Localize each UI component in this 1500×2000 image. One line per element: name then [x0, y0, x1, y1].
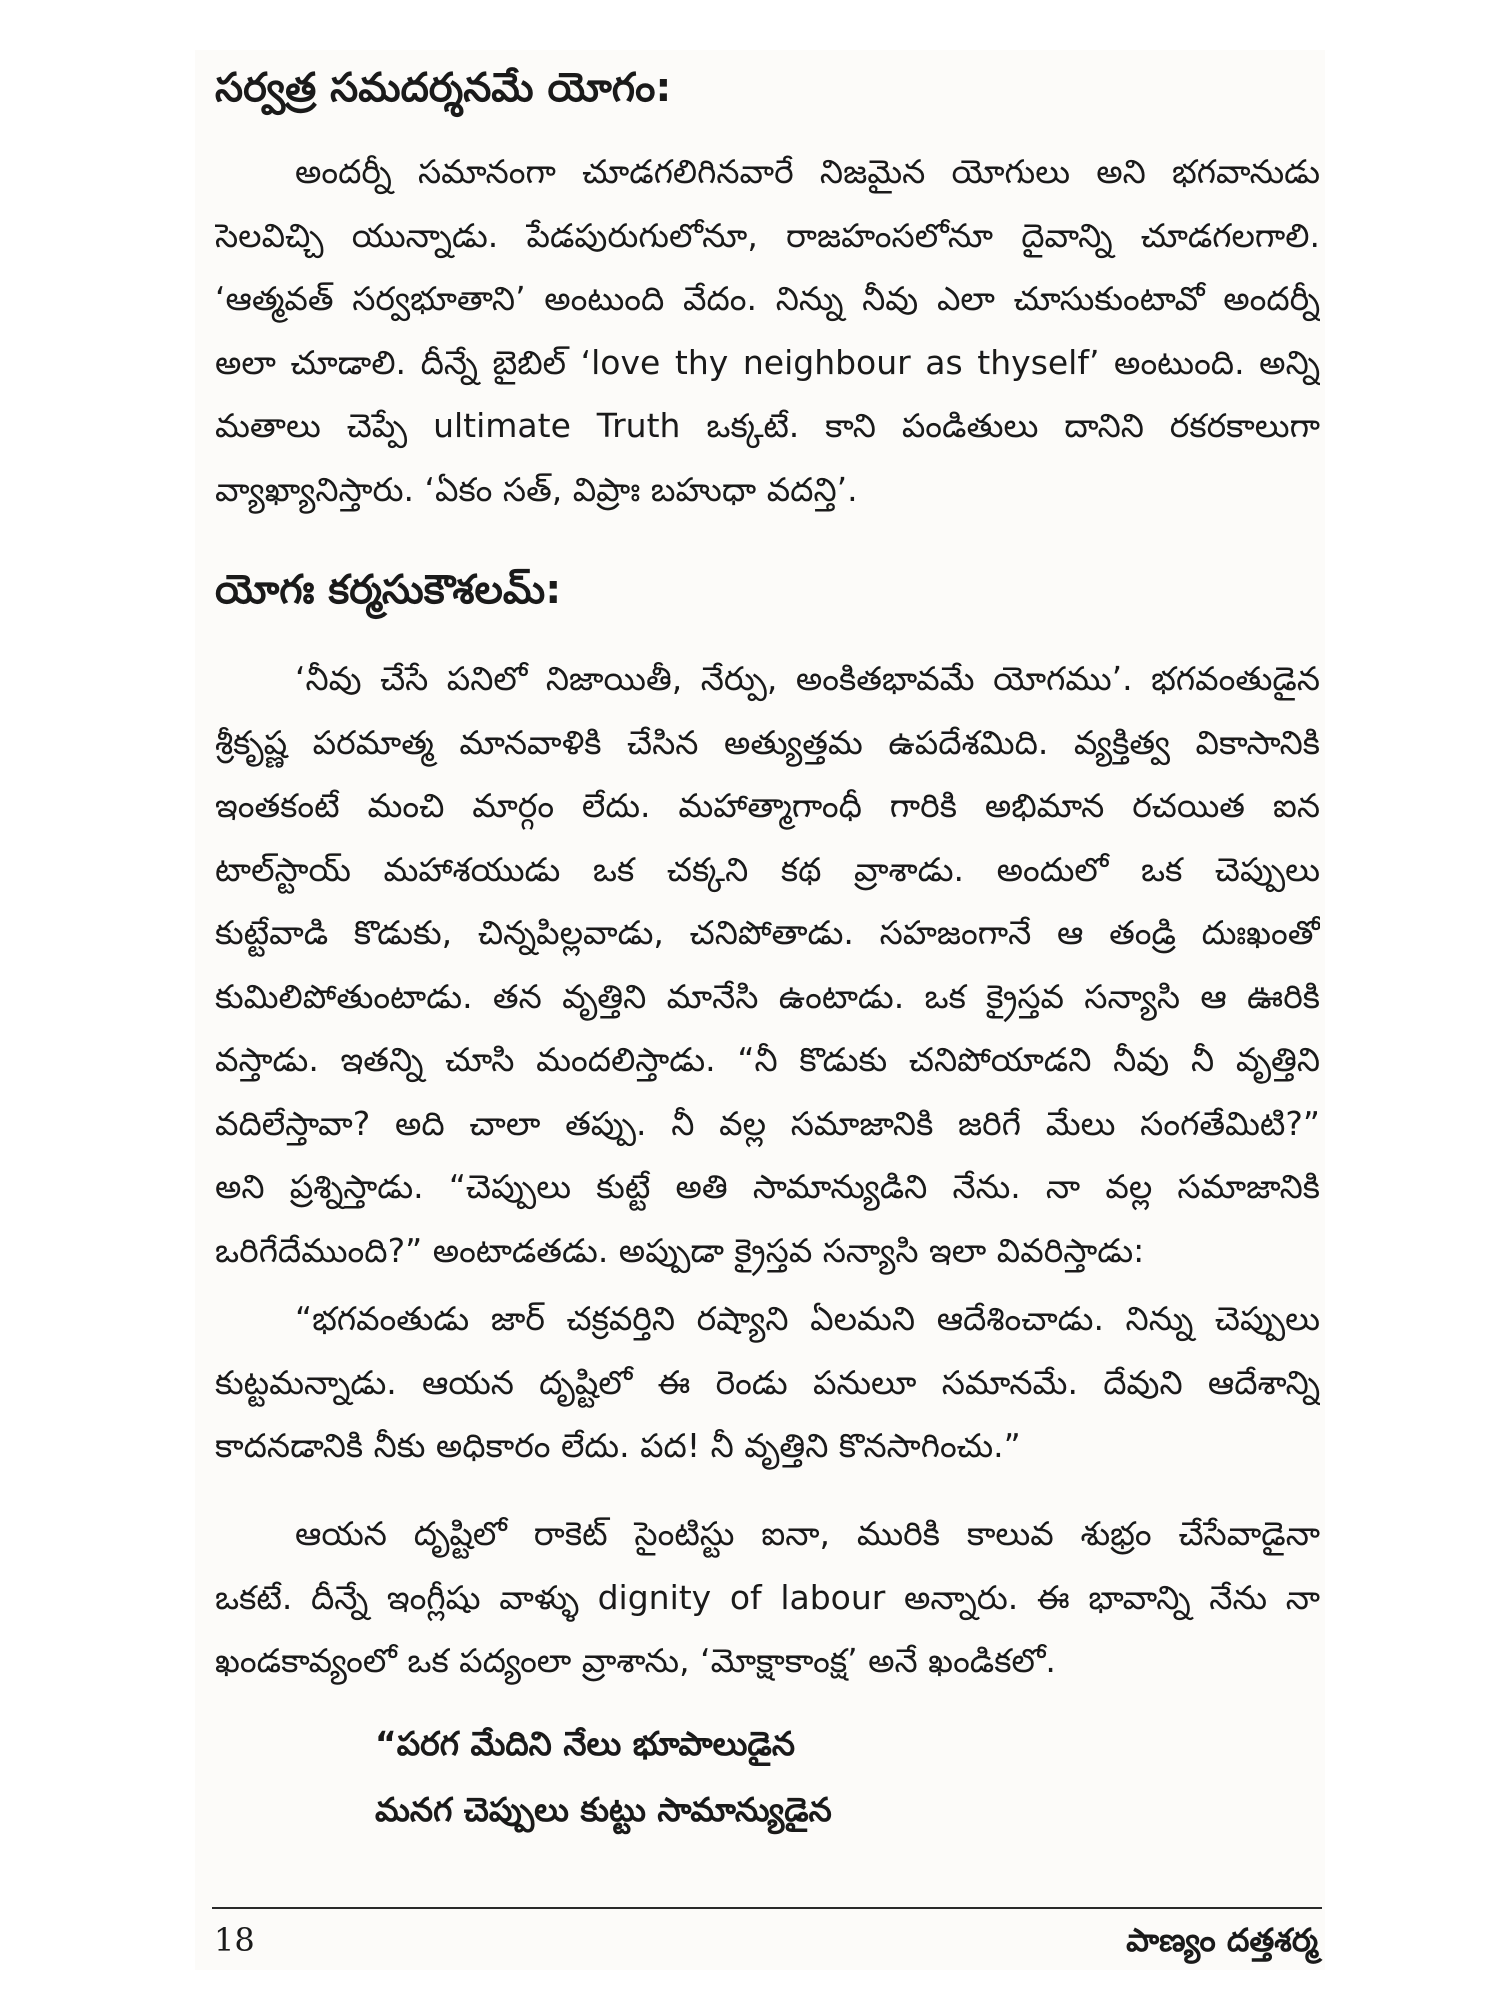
- page-number: 18: [214, 1921, 255, 1959]
- text-line: వదిలేస్తావా? అది చాలా తప్పు. నీ వల్ల సమాజానికి జరిగే మేలు సంగతేమిటి?”: [215, 1103, 1320, 1143]
- text-line: అలా చూడాలి. దీన్నే బైబిల్ ‘love thy neighbour as thyself’ అంటుంది. అన్ని: [215, 342, 1320, 382]
- text-line: అని ప్రశ్నిస్తాడు. “చెప్పులు కుట్టే అతి సామాన్యుడిని నేను. నా వల్ల సమాజానికి: [215, 1167, 1320, 1206]
- paragraph-tolstoy-story: [215, 647, 1320, 1282]
- text-line: ఇంతకంటే మంచి మార్గం లేదు. మహాత్మాగాంధీ గారికి అభిమాన రచయిత ఐన: [215, 786, 1320, 825]
- text-line: “భగవంతుడు జార్ చక్రవర్తిని రష్యాని ఏలమని ఆదేశించాడు. నిన్ను చెప్పులు: [295, 1299, 1320, 1338]
- footer-author: పాణ్యం దత్తశర్మ: [1126, 1921, 1318, 1959]
- text-line: ఖండకావ్యంలో ఒక పద్యంలా వ్రాశాను, ‘మోక్షాకాంక్ష’ అనే ఖండికలో.: [215, 1641, 1056, 1680]
- text-line: ‘నీవు చేసే పనిలో నిజాయితీ, నేర్పు, అంకితభావమే యోగము’. భగవంతుడైన: [295, 659, 1320, 698]
- text-line: కుమిలిపోతుంటాడు. తన వృత్తిని మానేసి ఉంటాడు. ఒక క్రైస్తవ సన్యాసి ఆ ఊరికి: [215, 976, 1320, 1016]
- text-line: కుట్టమన్నాడు. ఆయన దృష్టిలో ఈ రెండు పనులూ సమానమే. దేవుని ఆదేశాన్ని: [215, 1362, 1320, 1402]
- text-line: కుట్టేవాడి కొడుకు, చిన్నపిల్లవాడు, చనిపోతాడు. సహజంగానే ఆ తండ్రి దుఃఖంతో: [215, 913, 1320, 952]
- text-line: ఒకటే. దీన్నే ఇంగ్లీషు వాళ్ళు dignity of labour అన్నారు. ఈ భావాన్ని నేను నా: [215, 1577, 1320, 1617]
- text-line: వ్యాఖ్యానిస్తారు. ‘ఏకం సత్, విప్రాః బహుధా వదన్తి’.: [215, 469, 858, 509]
- text-line: టాల్‌స్టాయ్ మహాశయుడు ఒక చక్కని కథ వ్రాశాడు. అందులో ఒక చెప్పులు: [215, 849, 1320, 889]
- verse-line: మనగ చెప్పులు కుట్టు సామాన్యుడైన: [375, 1790, 832, 1829]
- paragraph-monk-quote: [215, 1287, 1320, 1478]
- section-heading-samadarshanam: సర్వత్ర సమదర్శనమే యోగం:: [215, 65, 672, 111]
- text-line: వస్తాడు. ఇతన్ని చూసి మందలిస్తాడు. “నీ కొడుకు చనిపోయాడని నీవు నీ వృత్తిని: [215, 1040, 1320, 1079]
- footer-divider: [212, 1907, 1322, 1909]
- text-line: ‘ఆత్మవత్ సర్వభూతాని’ అంటుంది వేదం. నిన్ను నీవు ఎలా చూసుకుంటావో అందర్నీ: [215, 279, 1320, 318]
- section-heading-karmasu-kaushalam: యోగః కర్మసుకౌశలమ్:: [215, 567, 562, 613]
- text-line: కాదనడానికి నీకు అధికారం లేదు. పద! నీ వృత్తిని కొనసాగించు.”: [215, 1426, 1021, 1465]
- text-line: మతాలు చెప్పే ultimate Truth ఒక్కటే. కాని పండితులు దానిని రకరకాలుగా: [215, 406, 1320, 445]
- text-line: సెలవిచ్చి యున్నాడు. పేడపురుగులోనూ, రాజహంసలోనూ దైవాన్ని చూడగలగాలి.: [215, 215, 1320, 255]
- text-line: శ్రీకృష్ణ పరమాత్మ మానవాళికి చేసిన అత్యుత్తమ ఉపదేశమిది. వ్యక్తిత్వ వికాసానికి: [215, 722, 1320, 762]
- text-line: అందర్నీ సమానంగా చూడగలిగినవారే నిజమైన యోగులు అని భగవానుడు: [295, 152, 1320, 191]
- paragraph-dignity-of-labour: [215, 1502, 1320, 1693]
- text-line: ఆయన దృష్టిలో రాకెట్ సైంటిస్టు ఐనా, మురికి కాలువ శుభ్రం చేసేవాడైనా: [295, 1514, 1320, 1553]
- text-line: ఒరిగేదేముంది?” అంటాడతడు. అప్పుడా క్రైస్తవ సన్యాసి ఇలా వివరిస్తాడు:: [215, 1230, 1145, 1270]
- verse-line: “పరగ మేదిని నేలు భూపాలుడైన: [375, 1724, 795, 1763]
- paragraph-samadarshanam: [215, 140, 1320, 521]
